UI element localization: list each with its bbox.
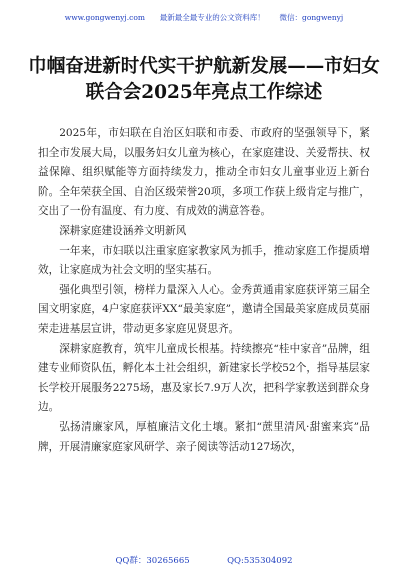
section-heading: 深耕家庭建设涵养文明新风: [59, 224, 187, 237]
paragraph-intro: 2025年，市妇联在自治区妇联和市委、市政府的坚强领导下，紧扣全市发展大局，以服务妇女儿童为核心，在家庭建设、关爱帮扶、权益保障、组织赋能等方面持续发力，推动全市妇女儿童事业迈上新台阶。全年荣获全国、自治区级荣誉20项，多项工作获上级肯定与推广，交出了一份有温度、有力度、有成效的满意答卷。: [38, 127, 370, 218]
page-header: [0, 13, 408, 23]
header-site[interactable]: www.gongwenyj.com: [64, 13, 145, 22]
footer-qq: QQ:535304092: [227, 556, 293, 566]
paragraph-clean-family-style: 弘扬清廉家风，厚植廉洁文化土壤。紧扣“蔗里清风·甜蜜来宾”品牌，开展清廉家庭家风研学、亲子阅读等活动127场次，: [38, 420, 370, 453]
paragraph-family-work: 一年来，市妇联以注重家庭家教家风为抓手，推动家庭工作提质增效，让家庭成为社会文明的坚实基石。: [38, 244, 370, 277]
paragraph-family-education: 深耕家庭教育，筑牢儿童成长根基。持续擦亮“桂中家音”品牌，组建专业师资队伍，孵化本土社会组织，新建家长学校52个，指导基层家长学校开展服务2275场，惠及家长7.9万人次，把科学家教送到群众身边。: [38, 342, 370, 414]
page-footer: [0, 556, 408, 567]
document-title: 巾帼奋进新时代实干护航新发展——市妇女联合会2025年亮点工作综述: [28, 56, 380, 103]
header-wechat: 微信：gongwenyj: [279, 13, 344, 22]
document-body: [38, 124, 370, 457]
paragraph-role-models: 强化典型引领，榜样力量深入人心。金秀黄通甫家庭获评第三届全国文明家庭，4户家庭获评XX“最美家庭”，邀请全国最美家庭成员莫丽荣走进基层宣讲，带动更多家庭见贤思齐。: [38, 283, 370, 335]
footer-qq-group: QQ群：30265665: [115, 556, 190, 566]
header-slogan: 最新最全最专业的公文资料库！: [159, 13, 265, 22]
